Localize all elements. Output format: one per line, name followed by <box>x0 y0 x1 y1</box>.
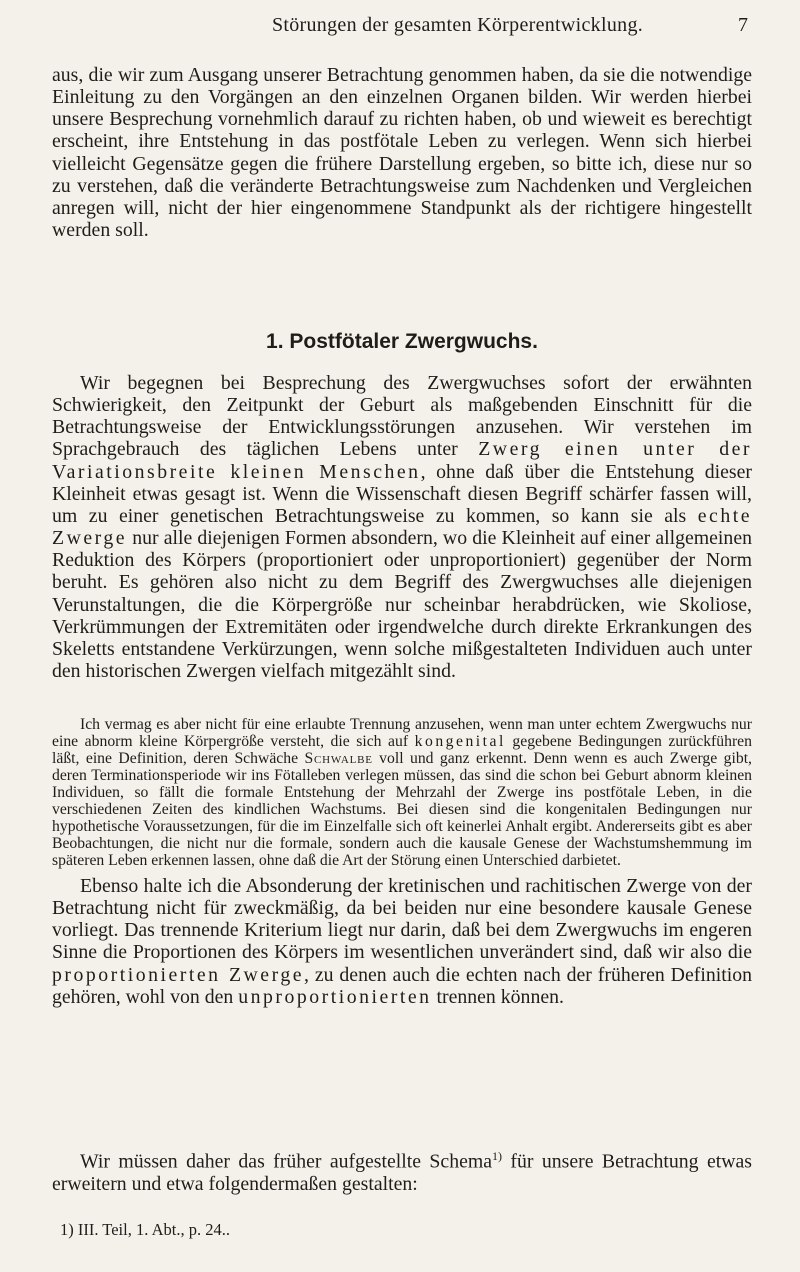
footnote: 1) III. Teil, 1. Abt., p. 24.. <box>60 1220 230 1239</box>
paragraph-zwergwuchs <box>52 372 752 682</box>
paragraph-text: Wir müssen daher das früher aufgestellte Schema <box>80 1150 493 1173</box>
running-head: Störungen der gesamten Körperentwicklung. <box>271 14 644 36</box>
page-number: 7 <box>738 14 748 36</box>
paragraph-text: für unsere Betrachtung etwas erweitern und etwa folgendermaßen gestalten: <box>52 1150 753 1195</box>
page-header <box>155 14 760 44</box>
section-heading: 1. Postfötaler Zwergwuchs. <box>266 330 538 353</box>
paragraph-text: voll und ganz erkennt. Denn wenn es auch Zwerge gibt, deren Terminationsperiode wir ins Fötalleben verlegen müssen, das sind die schon bei Geburt abnorm kleinen Individuen, so fällt die formale Entstehung der Mehrzahl der Zwerge ins postfötale Leben, in die verschiedenen Zeiten des kindlichen Wachstums. Bei diesen sind die kongenitalen Bedingungen nur hypothetische Voraussetzungen, für die im Einzelfalle sich oft keinerlei Anhalt ergibt. Andererseits gibt es aber Beobachtungen, die nicht nur die formale, sondern auch die kausale Genese der Wachstumshemmung im späteren Leben erkennen lassen, ohne daß die Art der Störung einen Unterschied darbietet. <box>52 750 752 869</box>
paragraph-text: , zu denen auch die echten nach der früheren Definition gehören, wohl von den <box>52 963 752 1008</box>
emphasized-term: proportionierten Zwerge <box>52 963 304 986</box>
emphasized-term: unproportionierten <box>238 985 432 1008</box>
emphasized-term: echte Zwerge <box>52 504 752 550</box>
paragraph-text: gegebene Bedingungen zurückführen läßt, eine Definition, deren Schwäche <box>52 733 752 767</box>
small-print-paragraph <box>52 716 752 869</box>
paragraph-text: Wir begegnen bei Besprechung des Zwergwuchses sofort der erwähnten Schwierigkeit, den Zeitpunkt der Geburt als maßgebenden Einschnitt für die Betrachtungsweise der Entwicklungsstörungen anzusehen. Wir verstehen im Sprachgebrauch des täglichen Lebens unter <box>52 372 752 461</box>
emphasized-term: Zwerg einen unter der Variationsbreite kleinen Menschen <box>52 438 752 483</box>
paragraph-absonderung <box>52 875 752 1008</box>
paragraph-intro: aus, die wir zum Ausgang unserer Betrachtung genommen haben, da sie die notwendige Einleitung zu den Vorgängen an den einzelnen Organen bilden. Wir werden hierbei unsere Besprechung vornehmlich darauf zu richten haben, ob und wieweit es berechtigt erscheint, ihre Entstehung in das postfötale Leben zu verlegen. Wenn sich hierbei vielleicht Gegensätze gegen die frühere Darstellung ergeben, so bitte ich, diese nur so zu verstehen, daß die veränderte Betrachtungsweise zum Nachdenken und Vergleichen anregen will, nicht der hier eingenommene Standpunkt als der richtigere hingestellt werden soll. <box>52 64 752 242</box>
author-name: Schwalbe <box>304 750 373 767</box>
paragraph-schema <box>52 1145 752 1195</box>
footnote-reference: 1) <box>492 1149 503 1163</box>
paragraph-text: trennen können. <box>431 985 564 1008</box>
paragraph-text: , ohne daß über die Entstehung dieser Kleinheit etwas gesagt ist. Wenn die Wissenschaft diesen Begriff schärfer fassen will, um zu einer genetischen Betrachtungsweise zu kommen, so kann sie als <box>52 460 752 527</box>
paragraph-text: nur alle diejenigen Formen absondern, wo die Kleinheit auf einer allgemeinen Reduktion des Körpers (proportioniert oder unproportioniert) gegenüber der Norm beruht. Es gehören also nicht zu dem Begriff des Zwergwuchses alle diejenigen Verunstaltungen, die die Körpergröße nur scheinbar herabdrücken, wie Skoliose, Verkrümmungen der Extremitäten oder irgendwelche durch direkte Erkrankungen des Skeletts entstandene Verkürzungen, wenn solche mißgestalteten Individuen auch unter den historischen Zwergen vielfach mitgezählt sind. <box>52 527 752 683</box>
paragraph-text: Ich vermag es aber nicht für eine erlaubte Trennung anzusehen, wenn man unter echtem Zwergwuchs nur eine abnorm kleine Körpergröße versteht, die sich auf <box>52 716 752 750</box>
paragraph-text: Ebenso halte ich die Absonderung der kretinischen und rachitischen Zwerge von der Betrachtung nicht für zweckmäßig, da bei beiden nur eine besondere kausale Genese vorliegt. Das trennende Kriterium liegt nur darin, daß bei dem Zwergwuchs im engeren Sinne die Proportionen des Körpers im wesentlichen unverändert sind, daß wir also die <box>52 875 752 964</box>
emphasized-term: kongenital <box>414 733 506 750</box>
